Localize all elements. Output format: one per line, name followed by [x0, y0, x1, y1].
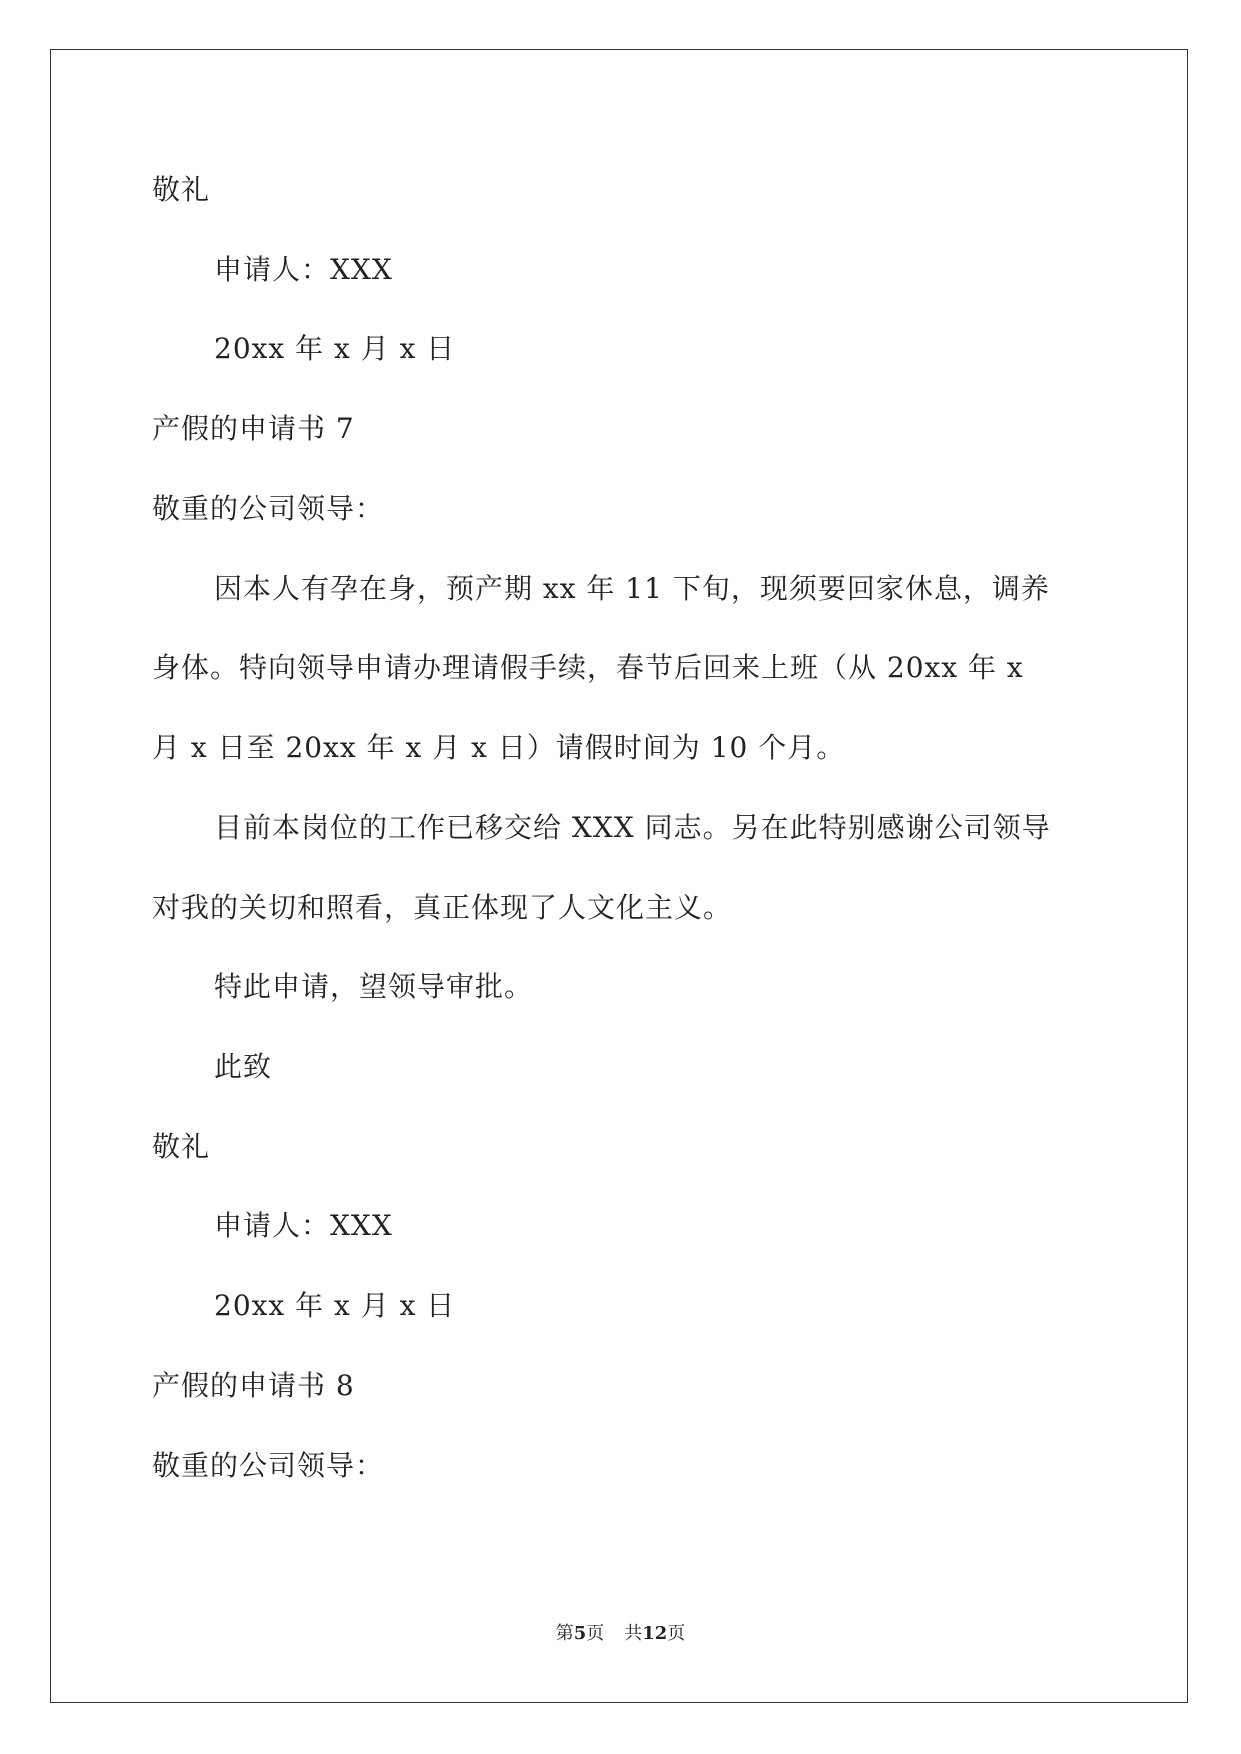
body-paragraph-1-line-3: 月 x 日至 20xx 年 x 月 x 日）请假时间为 10 个月。 — [152, 731, 846, 764]
body-paragraph-2-line-1: 目前本岗位的工作已移交给 XXX 同志。另在此特别感谢公司领导 — [214, 811, 1051, 844]
body-paragraph-1-line-2: 身体。特向领导申请办理请假手续，春节后回来上班（从 20xx 年 x — [152, 651, 1024, 684]
body-paragraph-2-line-2: 对我的关切和照看，真正体现了人文化主义。 — [152, 891, 733, 924]
total-suffix: 页 — [667, 1623, 686, 1644]
page-footer — [0, 1622, 1241, 1646]
applicant-line-2: 申请人：XXX — [214, 1209, 393, 1242]
date-line: 20xx 年 x 月 x 日 — [214, 332, 456, 365]
zhici-line: 此致 — [214, 1050, 273, 1083]
applicant-line: 申请人：XXX — [214, 253, 393, 286]
greeting: 敬重的公司领导： — [152, 492, 385, 525]
page-suffix: 页 — [586, 1623, 605, 1644]
total-prefix: 共 — [624, 1623, 643, 1644]
page-number: 5 — [573, 1623, 587, 1644]
section-heading-7: 产假的申请书 7 — [152, 412, 355, 445]
date-line-2: 20xx 年 x 月 x 日 — [214, 1289, 456, 1322]
section-heading-8: 产假的申请书 8 — [152, 1369, 355, 1402]
request-line: 特此申请，望领导审批。 — [214, 970, 534, 1003]
closing-salutation: 敬礼 — [152, 173, 211, 206]
body-paragraph-1-line-1: 因本人有孕在身，预产期 xx 年 11 下旬，现须要回家休息，调养 — [214, 572, 1050, 605]
page-prefix: 第 — [555, 1623, 574, 1644]
total-pages: 12 — [642, 1623, 668, 1644]
closing-salutation-2: 敬礼 — [152, 1130, 211, 1163]
greeting-2: 敬重的公司领导： — [152, 1449, 385, 1482]
